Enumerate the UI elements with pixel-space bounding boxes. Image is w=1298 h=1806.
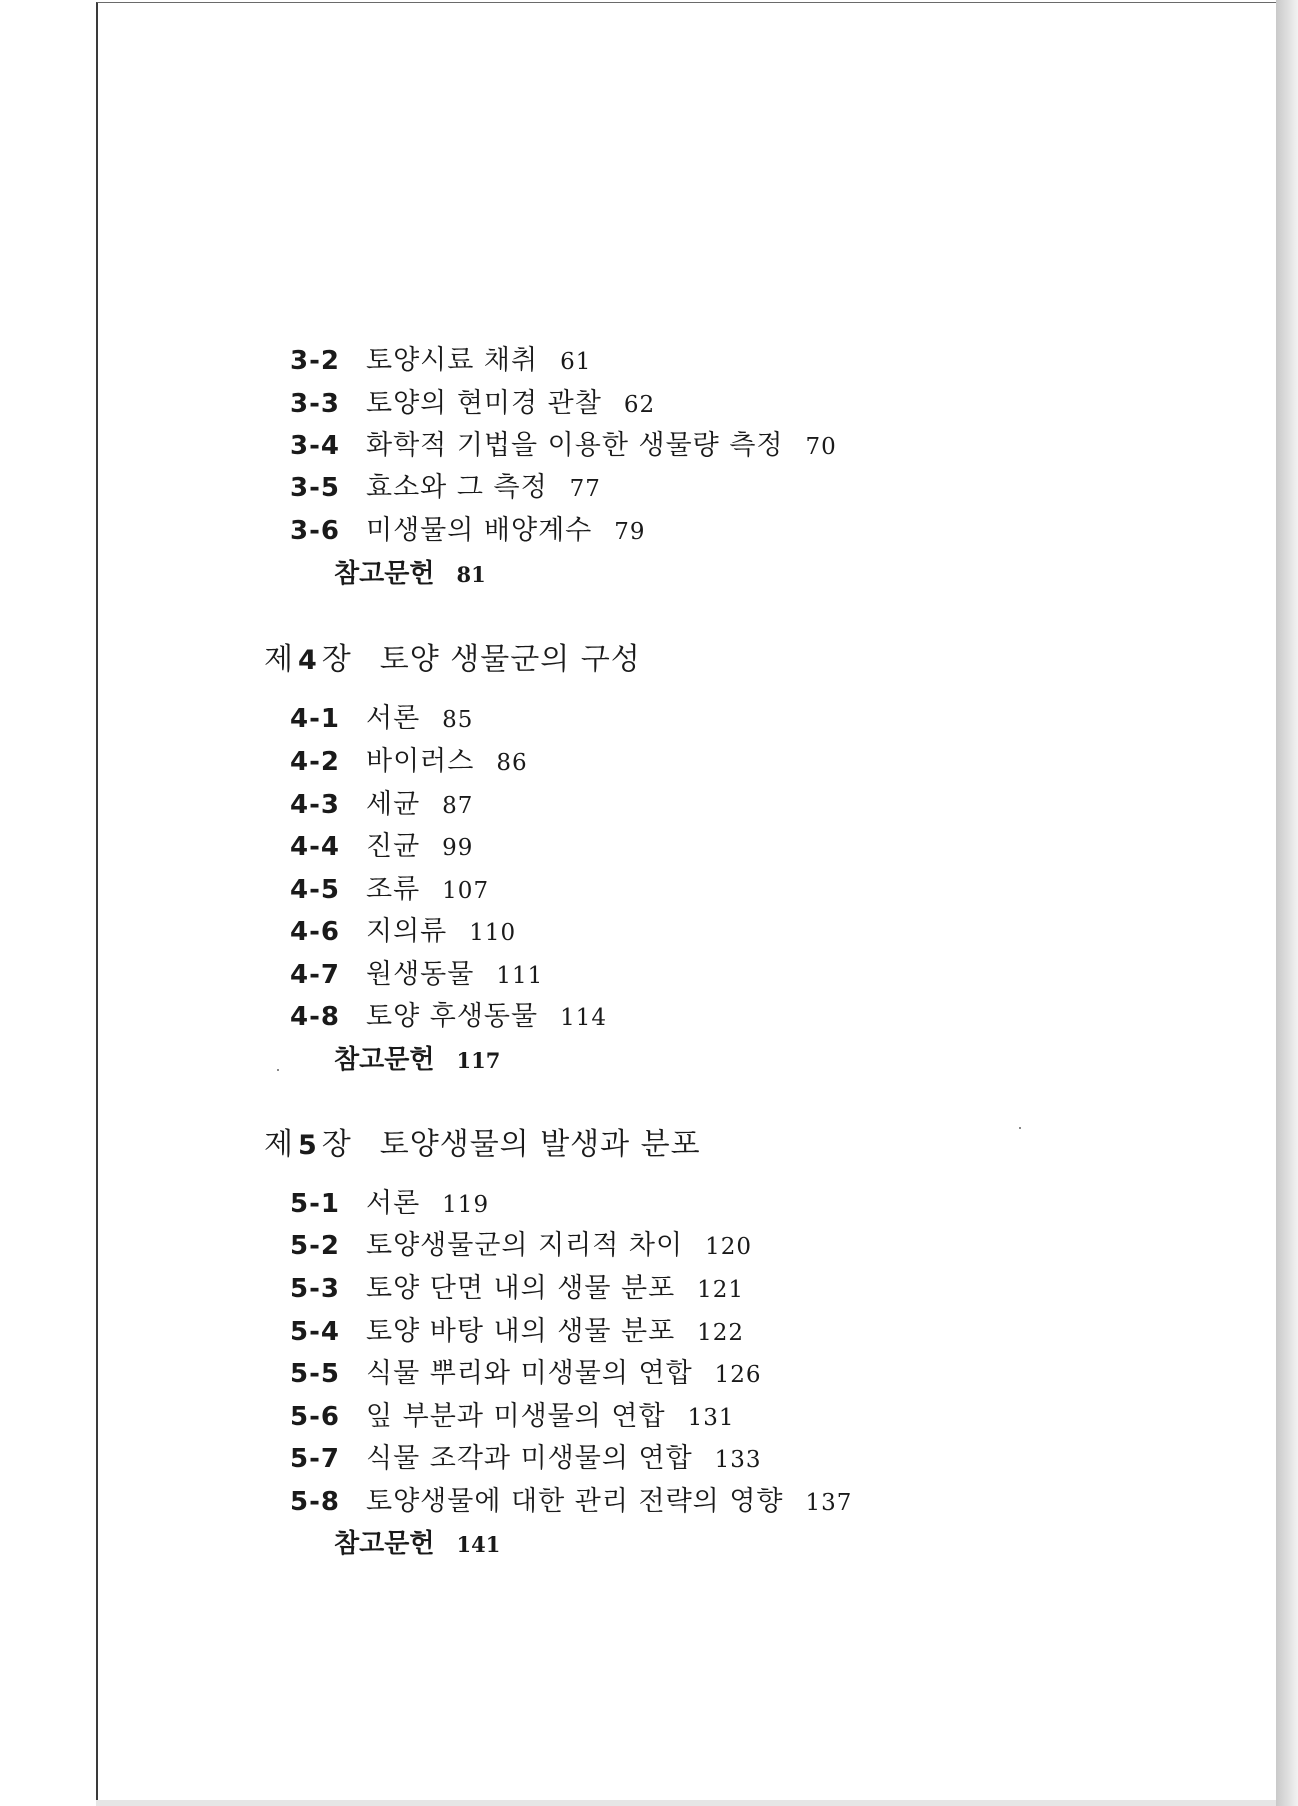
entry-title: 토양생물군의 지리적 차이 <box>366 1230 684 1261</box>
entry-number: 4-2 <box>290 747 340 777</box>
entry-number: 4-6 <box>290 917 340 947</box>
entry-title: 토양시료 채취 <box>366 345 539 376</box>
chapter-prefix: 제 <box>264 642 294 677</box>
entry-number: 5-6 <box>290 1402 340 1432</box>
entry-number: 4-7 <box>290 960 340 990</box>
entry-number: 5-5 <box>290 1359 340 1389</box>
chapter-heading <box>264 1125 701 1166</box>
entry-page: 111 <box>496 963 544 989</box>
chapter-title: 토양 생물군의 구성 <box>379 642 641 677</box>
references-label: 참고문헌 <box>334 1529 435 1559</box>
references-entry <box>334 1526 500 1563</box>
chapter-heading <box>264 640 641 681</box>
entry-number: 5-1 <box>290 1189 340 1219</box>
entry-page: 61 <box>560 349 592 375</box>
entry-number: 3-4 <box>290 431 340 461</box>
references-page: 141 <box>456 1532 501 1557</box>
entry-page: 121 <box>697 1277 745 1303</box>
references-entry <box>334 1042 500 1079</box>
entry-page: 107 <box>442 878 490 904</box>
entry-page: 114 <box>560 1005 607 1031</box>
entry-number: 4-4 <box>290 832 340 862</box>
entry-number: 5-3 <box>290 1274 340 1304</box>
scan-speck <box>277 1069 279 1071</box>
entry-title: 조류 <box>366 874 421 905</box>
chapter-title: 토양생물의 발생과 분포 <box>379 1127 701 1162</box>
entry-page: 119 <box>442 1192 490 1218</box>
entry-number: 3-6 <box>290 516 340 546</box>
references-entry <box>334 556 486 593</box>
entry-title: 미생물의 배양계수 <box>366 515 593 546</box>
entry-title: 바이러스 <box>366 746 475 777</box>
entry-number: 5-2 <box>290 1231 340 1261</box>
entry-page: 79 <box>614 519 646 545</box>
entry-number: 3-2 <box>290 346 340 376</box>
entry-page: 133 <box>714 1447 762 1473</box>
chapter-suffix: 장 <box>321 1127 352 1162</box>
entry-title: 원생동물 <box>366 959 475 990</box>
entry-number: 3-3 <box>290 389 340 419</box>
entry-page: 126 <box>714 1362 762 1388</box>
chapter-number: 5 <box>297 1130 318 1161</box>
toc-page <box>96 2 1276 1802</box>
entry-page: 86 <box>496 750 528 776</box>
entry-title: 토양 바탕 내의 생물 분포 <box>366 1316 676 1347</box>
entry-title: 토양생물에 대한 관리 전략의 영향 <box>366 1486 784 1517</box>
references-page: 117 <box>456 1048 501 1073</box>
entry-number: 4-8 <box>290 1002 340 1032</box>
entry-number: 4-3 <box>290 790 340 820</box>
entry-page: 120 <box>705 1234 752 1260</box>
scan-left-margin <box>0 0 96 1806</box>
entry-title: 세균 <box>366 789 421 820</box>
entry-title: 잎 부분과 미생물의 연합 <box>366 1401 666 1432</box>
references-label: 참고문헌 <box>334 559 435 589</box>
chapter-prefix: 제 <box>264 1127 294 1162</box>
entry-title: 화학적 기법을 이용한 생물량 측정 <box>366 430 784 461</box>
entry-title: 토양의 현미경 관찰 <box>366 388 602 419</box>
entry-title: 효소와 그 측정 <box>366 472 548 503</box>
entry-page: 77 <box>569 476 601 502</box>
entry-number: 5-7 <box>290 1444 340 1474</box>
page-bottom-edge <box>96 1800 1276 1806</box>
entry-title: 식물 조각과 미생물의 연합 <box>366 1443 693 1474</box>
entry-title: 서론 <box>366 1188 421 1219</box>
entry-page: 87 <box>442 793 474 819</box>
references-label: 참고문헌 <box>334 1045 435 1075</box>
entry-page: 122 <box>697 1320 745 1346</box>
entry-page: 137 <box>805 1490 853 1516</box>
entry-number: 5-8 <box>290 1487 340 1517</box>
chapter-number: 4 <box>297 645 318 676</box>
entry-page: 70 <box>805 434 837 460</box>
scan-speck <box>1019 1127 1021 1129</box>
entry-title: 식물 뿌리와 미생물의 연합 <box>366 1358 693 1389</box>
entry-number: 3-5 <box>290 473 340 503</box>
entry-title: 진균 <box>366 831 421 862</box>
entry-number: 5-4 <box>290 1317 340 1347</box>
entry-title: 토양 단면 내의 생물 분포 <box>366 1273 676 1304</box>
entry-title: 서론 <box>366 703 421 734</box>
entry-page: 110 <box>469 920 517 946</box>
page-edge-shadow <box>1276 0 1298 1806</box>
entry-title: 지의류 <box>366 916 448 947</box>
entry-page: 62 <box>623 392 656 418</box>
entry-number: 4-5 <box>290 875 340 905</box>
entry-number: 4-1 <box>290 704 340 734</box>
references-page: 81 <box>456 562 486 587</box>
entry-page: 99 <box>442 835 474 861</box>
entry-page: 131 <box>687 1405 735 1431</box>
entry-title: 토양 후생동물 <box>366 1001 539 1032</box>
chapter-suffix: 장 <box>321 642 352 677</box>
entry-page: 85 <box>442 707 474 733</box>
table-of-contents <box>98 3 1276 1802</box>
